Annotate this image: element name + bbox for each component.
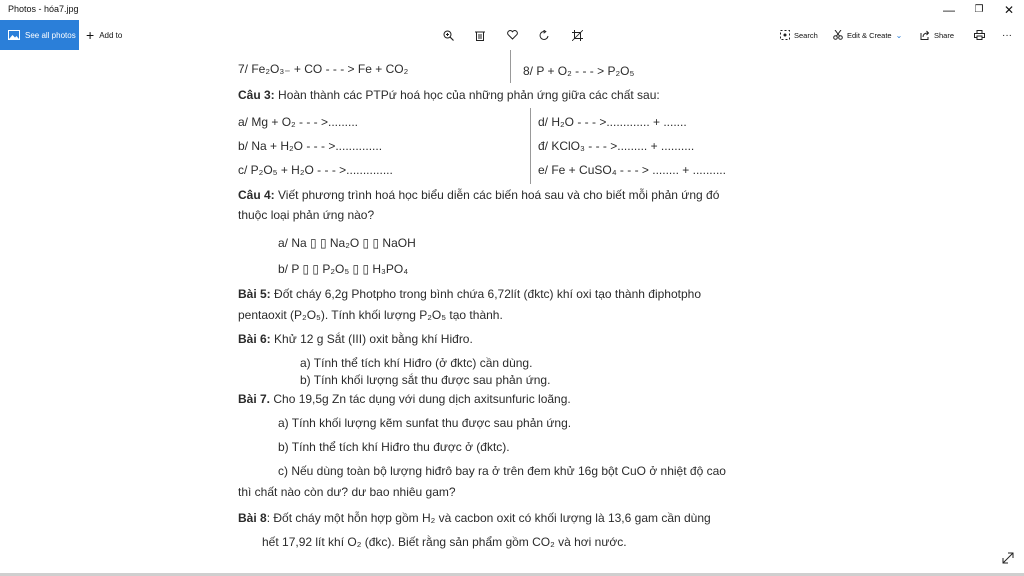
table-divider (510, 50, 511, 83)
search-icon (780, 30, 790, 40)
bai-6b: b) Tính khối lượng sắt thu được sau phản ứng. (300, 373, 551, 387)
cau-3-text: Hoàn thành các PTPứ hoá học của những phản ứng giữa các chất sau: (274, 88, 660, 102)
minimize-button[interactable]: — (943, 3, 955, 17)
print-icon[interactable] (972, 28, 986, 42)
cau-3 (238, 88, 660, 102)
rotate-icon[interactable] (537, 28, 551, 42)
chevron-down-icon: ⌄ (895, 30, 903, 40)
cau-4-text-2: thuộc loại phản ứng nào? (238, 208, 375, 222)
close-button[interactable]: ✕ (1003, 3, 1015, 17)
title-bar (0, 0, 1024, 20)
bai-5 (238, 287, 701, 301)
photos-icon (8, 30, 20, 40)
bai-5-label: Bài 5: (238, 287, 271, 301)
cau-3dd: đ/ KClO₃ - - - >......... + .......... (538, 139, 695, 153)
table-divider (530, 108, 531, 184)
cau-4-text: Viết phương trình hoá học biểu diễn các biến hoá sau và cho biết mỗi phản ứng đó (274, 188, 720, 202)
bai-8-text: : Đốt cháy một hỗn hợp gồm H₂ và cacbon oxit có khối lượng là 13,6 gam cần dùng (266, 511, 711, 525)
edit-icon (833, 30, 843, 40)
reaction-7: 7/ Fe₂O₃₋ + CO - - - > Fe + CO₂ (238, 62, 409, 76)
bai-6-label: Bài 6: (238, 332, 271, 346)
more-button[interactable]: ··· (1002, 29, 1012, 41)
window-title: Photos - hóa7.jpg (8, 4, 79, 14)
add-to-label: Add to (99, 30, 123, 40)
cau-3a: a/ Mg + O₂ - - - >......... (238, 115, 359, 129)
plus-icon: + (86, 27, 95, 43)
toolbar (0, 20, 1024, 50)
bai-7 (238, 392, 571, 406)
see-all-photos-button[interactable] (0, 20, 79, 50)
cau-3d: d/ H₂O - - - >............. + ....... (538, 115, 687, 129)
bai-7b: b) Tính thể tích khí Hiđro thu được ở (đktc). (278, 440, 510, 454)
bai-7a: a) Tính khối lượng kẽm sunfat thu được sau phản ứng. (278, 416, 572, 430)
cau-3b: b/ Na + H₂O - - - >.............. (238, 139, 383, 153)
delete-icon[interactable] (473, 28, 487, 42)
edit-create-button[interactable] (833, 20, 902, 50)
expand-icon[interactable] (1000, 550, 1016, 566)
bai-6-text: Khử 12 g Sắt (III) oxit bằng khí Hiđro. (270, 332, 473, 346)
maximize-button[interactable]: ❐ (974, 4, 984, 15)
see-all-label: See all photos (25, 30, 76, 40)
share-label: Share (934, 30, 955, 40)
bai-6 (238, 332, 473, 346)
heart-icon[interactable] (505, 28, 519, 42)
reaction-8: 8/ P + O₂ - - - > P₂O₅ (523, 64, 635, 78)
zoom-icon[interactable] (441, 28, 455, 42)
bai-7c: c) Nếu dùng toàn bộ lượng hiđrô bay ra ở trên đem khử 16g bột CuO ở nhiệt độ cao (278, 464, 726, 478)
add-to-button[interactable] (86, 20, 122, 50)
cau-3-label: Câu 3: (238, 88, 275, 102)
edit-create-label: Edit & Create (847, 30, 892, 40)
bai-7-label: Bài 7. (238, 392, 271, 406)
photo-viewer (0, 50, 1024, 576)
bai-5-text-2: pentaoxit (P₂O₅). Tính khối lượng P₂O₅ tạo thành. (238, 308, 503, 322)
bai-6a: a) Tính thể tích khí Hiđro (ở đktc) cần dùng. (300, 356, 533, 370)
search-label: Search (794, 30, 818, 40)
cau-4 (238, 188, 719, 202)
bai-8 (238, 511, 711, 525)
bai-8-text-2: hết 17,92 lít khí O₂ (đkc). Biết rằng sản phẩm gồm CO₂ và hơi nước. (262, 535, 627, 549)
bai-7-text: Cho 19,5g Zn tác dụng với dung dịch axitsunfuric loãng. (270, 392, 571, 406)
cau-4b: b/ P ▯ ▯ P₂O₅ ▯ ▯ H₃PO₄ (278, 262, 409, 276)
cau-4-label: Câu 4: (238, 188, 275, 202)
cau-3c: c/ P₂O₅ + H₂O - - - >.............. (238, 163, 393, 177)
bai-8-label: Bài 8 (238, 511, 267, 525)
share-button[interactable] (920, 20, 954, 50)
cau-4a: a/ Na ▯ ▯ Na₂O ▯ ▯ NaOH (278, 236, 416, 250)
bai-5-text: Đốt cháy 6,2g Photpho trong bình chứa 6,72lít (đktc) khí oxi tạo thành điphotpho (270, 287, 701, 301)
share-icon (920, 30, 930, 40)
search-button[interactable] (780, 20, 818, 50)
crop-icon[interactable] (570, 28, 584, 42)
bai-7c-2: thì chất nào còn dư? dư bao nhiêu gam? (238, 485, 456, 499)
cau-3e: e/ Fe + CuSO₄ - - - > ........ + .......... (538, 163, 726, 177)
